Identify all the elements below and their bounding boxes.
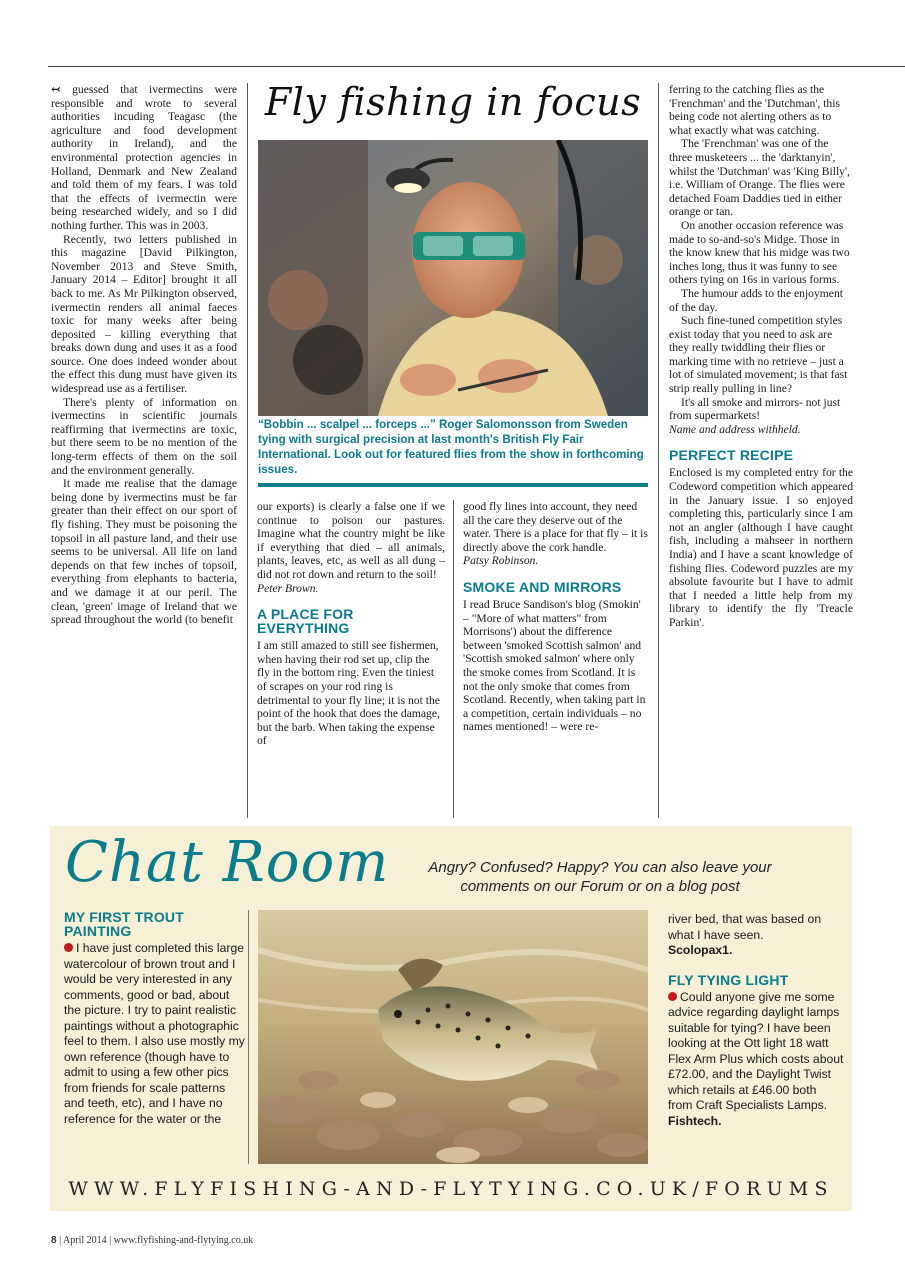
letter-paragraph: There's plenty of information on ivermectins in scientific journals reaffirming that ivermectins are toxic, but there seem to be no mention of the long-term effects of them on the soil and the environment generally.: [51, 395, 237, 477]
trout-painting: [258, 910, 648, 1164]
letter-heading: SMOKE AND MIRRORS: [463, 578, 622, 595]
letter-column-1: [51, 83, 237, 627]
bullet-icon: [64, 943, 73, 952]
column-divider: [248, 910, 249, 1164]
column-divider: [453, 500, 454, 818]
focus-title: Fly fishing in focus: [264, 80, 642, 124]
letter-paragraph: Enclosed is my completed entry for the Codeword competition which appeared in the January issue. I so enjoyed completing this, particularly since I am not an angler (although I have caught fish, including a mahseer in northern India) and I have a scant knowledge of fishing flies. Codeword puzzles are my absolute favourite but I have to admit that I needed a little help from my library to identify the fly 'Treacle Parkin'.: [669, 466, 853, 629]
chat-post-signature: Fishtech.: [668, 1113, 722, 1128]
letter-paragraph: our exports) is clearly a false one if we continue to poison our pastures. Imagine what the country might be like if everything that died – all animals, plants, leaves, etc, as well as all dung – did not rot down and return to the soil!: [257, 500, 445, 581]
chat-post-body: I have just completed this large watercolour of brown trout and I would be very interested in any comments, good or bad, about the picture. I try to paint realistic paintings without a photographic feel to them. I also use mostly my own reference (though have to admit to using a few other pics from friends for scale patterns and teeth, etc), and I have no reference for the water or the: [64, 941, 245, 1126]
letter-heading: PERFECT RECIPE: [669, 447, 794, 464]
letter-paragraph: ↢ guessed that ivermectins were responsible and wrote to several authorities incuding Teagasc (the agriculture and food development authority in Ireland), and the environmental protection agencies in Holland, Denmark and New Zealand and told them of my fears. I was told that the effects of ivermectin were being researched widely, and so I did nothing further. This was in 2003.: [51, 83, 237, 232]
letter-column-3: [463, 500, 649, 734]
letter-paragraph: It made me realise that the damage being done by ivermectins must be far greater than their effect on our sport of fly fishing. They must be poisoning the topsoil in all pasture land, and their use seems to be universal. All life on land depends on that few inches of topsoil, everything from elephants to bacteria, and we damage it at our peril. The clean, 'green' image of Ireland that we spread throughout the world (to benefit: [51, 477, 237, 627]
letter-paragraph: The humour adds to the enjoyment of the day.: [669, 286, 843, 314]
chat-post-body: Could anyone give me some advice regarding daylight lamps suitable for tying? I have been looking at the Ott light 18 watt Flex Arm Plus which costs about £72.00, and the Daylight Twist which retails at £46.00 both from Craft Specialists Lamps.: [668, 989, 844, 1112]
letter-paragraph: good fly lines into account, they need all the care they deserve out of the water. There is a place for that fly – it is directly above the cork handle.: [463, 500, 648, 554]
chat-room-title: Chat Room: [65, 830, 390, 895]
letter-heading: A PLACE FOR EVERYTHING: [257, 606, 354, 637]
letter-paragraph: I am still amazed to still see fishermen, when having their rod set up, clip the fly in the bottom ring. Even the tiniest of scrapes on your rod ring is detrimental to your fly line; it is not the point of the hook that does the damage, but the barb. When taking the expense of: [257, 639, 440, 748]
forum-url-link[interactable]: WWW.FLYFISHING-AND-FLYTYING.CO.UK/FORUMS: [68, 1178, 834, 1200]
letter-paragraph: I read Bruce Sandison's blog (Smokin' – "More of what matters" from Morrisons') about the difference between 'smoked Scottish salmon' and 'Scottish smoked salmon' where only the smoke comes from Scotland. It is not the only smoke that comes from Scotland. Recently, when taking part in a competition, certain individuals – no names mentioned! – were re-: [463, 597, 646, 734]
fly-tyer-photo: [258, 140, 648, 416]
chat-room-subtitle: Angry? Confused? Happy? You can also leave your comments on our Forum or on a blog post: [428, 859, 772, 895]
letter-column-2: [257, 500, 445, 748]
photo-caption: “Bobbin ... scalpel ... forceps ...” Roger Salomonsson from Sweden tying with surgical precision at last month's British Fly Fair International. Look out for featured flies from the show in forthcoming issues.: [258, 418, 644, 476]
letter-signature: Patsy Robinson.: [463, 554, 539, 568]
letter-paragraph: ferring to the catching flies as the 'Frenchman' and the 'Dutchman', this being code not alerting others as to what exactly what was catching.: [669, 83, 840, 137]
letter-signature: Name and address withheld.: [669, 422, 801, 436]
caption-rule: [258, 483, 648, 487]
continued-arrow-icon: ↢: [51, 83, 61, 96]
chat-post-signature: Scolopax1.: [668, 943, 733, 957]
chat-room-panel: [50, 826, 852, 1211]
letter-column-4: [669, 83, 853, 630]
top-rule: [48, 66, 905, 67]
chat-post-trout: [64, 910, 248, 1127]
column-divider: [247, 83, 248, 818]
page-footer: 8 | April 2014 | www.flyfishing-and-flytying.co.uk: [51, 1235, 254, 1246]
letter-paragraph: On another occasion reference was made to so-and-so's Midge. Those in the know knew that his midge was two inches long, thus it was funny to see others tying on 16s in various forms.: [669, 218, 850, 287]
chat-post-body: river bed, that was based on what I have seen.: [668, 912, 822, 942]
chat-post-light: [668, 912, 844, 1129]
chat-post-heading: FLY TYING LIGHT: [668, 971, 789, 988]
column-divider: [658, 83, 659, 818]
letter-signature: Peter Brown.: [257, 581, 319, 595]
letter-paragraph: Such fine-tuned competition styles exist today that you need to ask are they really twiddling their flies or marking time with no retrieve – just a lot of simulated movement; is that fast strip really pulling in line?: [669, 314, 848, 396]
bullet-icon: [668, 992, 677, 1001]
letter-paragraph: It's all smoke and mirrors- not just from supermarkets!: [669, 395, 841, 423]
letter-paragraph: The 'Frenchman' was one of the three musketeers ... the 'darktanyin', whilst the 'Dutchman' was 'King Billy', i.e. William of Orange. The flies were detached Foam Daddies tied in either orange or tan.: [669, 137, 850, 219]
chat-post-heading: MY FIRST TROUT PAINTING: [64, 909, 184, 939]
letter-paragraph: Recently, two letters published in this magazine [David Pilkington, November 2013 and Steve Smith, January 2014 – Editor] brought it all back to me. As Mr Pilkington observed, ivermectin renders all animal faeces toxic for many weeks after being deposited – killing everything that breaks down dung and uses it as a food source. One does indeed wonder about the effect this dung must have given its widespread use as a fertiliser.: [51, 232, 237, 396]
